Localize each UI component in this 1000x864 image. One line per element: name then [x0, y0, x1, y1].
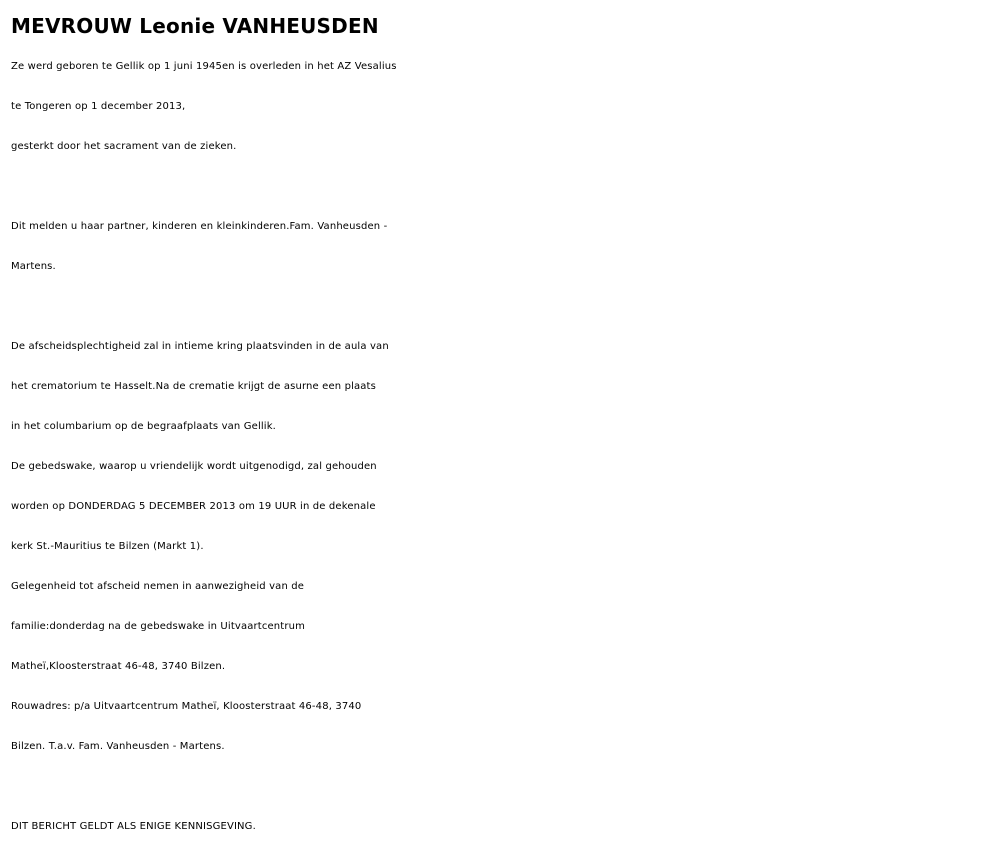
- text-line: De gebedswake, waarop u vriendelijk wordt uitgenodigd, zal gehouden: [11, 461, 377, 472]
- text-line: Bilzen. T.a.v. Fam. Vanheusden - Martens.: [11, 741, 225, 752]
- blank-line: [11, 767, 1000, 807]
- text-line: Martens.: [11, 261, 56, 272]
- blank-line: [11, 167, 1000, 207]
- text-line: familie:donderdag na de gebedswake in Uitvaartcentrum: [11, 621, 306, 632]
- text-line: Dit melden u haar partner, kinderen en kleinkinderen.Fam. Vanheusden -: [11, 221, 388, 232]
- text-line: worden op DONDERDAG 5 DECEMBER 2013 om 19 UUR in de dekenale: [11, 501, 376, 512]
- blank-line: [11, 287, 1000, 327]
- text-line: gesterkt door het sacrament van de zieken.: [11, 141, 237, 152]
- text-line: Rouwadres: p/a Uitvaartcentrum Matheï, Kloosterstraat 46-48, 3740: [11, 701, 362, 712]
- text-line: te Tongeren op 1 december 2013,: [11, 101, 186, 112]
- text-line: Gelegenheid tot afscheid nemen in aanwezigheid van de: [11, 581, 305, 592]
- text-line: Ze werd geboren te Gellik op 1 juni 1945en is overleden in het AZ Vesalius: [11, 61, 397, 72]
- text-line: Matheï,Kloosterstraat 46-48, 3740 Bilzen.: [11, 661, 226, 672]
- closing-statement: DIT BERICHT GELDT ALS ENIGE KENNISGEVING.: [11, 821, 256, 832]
- text-line: De afscheidsplechtigheid zal in intieme kring plaatsvinden in de aula van: [11, 341, 389, 352]
- deceased-name-title: MEVROUW Leonie VANHEUSDEN: [11, 14, 379, 38]
- text-line: kerk St.-Mauritius te Bilzen (Markt 1).: [11, 541, 204, 552]
- text-line: het crematorium te Hasselt.Na de crematie krijgt de asurne een plaats: [11, 381, 376, 392]
- text-line: in het columbarium op de begraafplaats van Gellik.: [11, 421, 276, 432]
